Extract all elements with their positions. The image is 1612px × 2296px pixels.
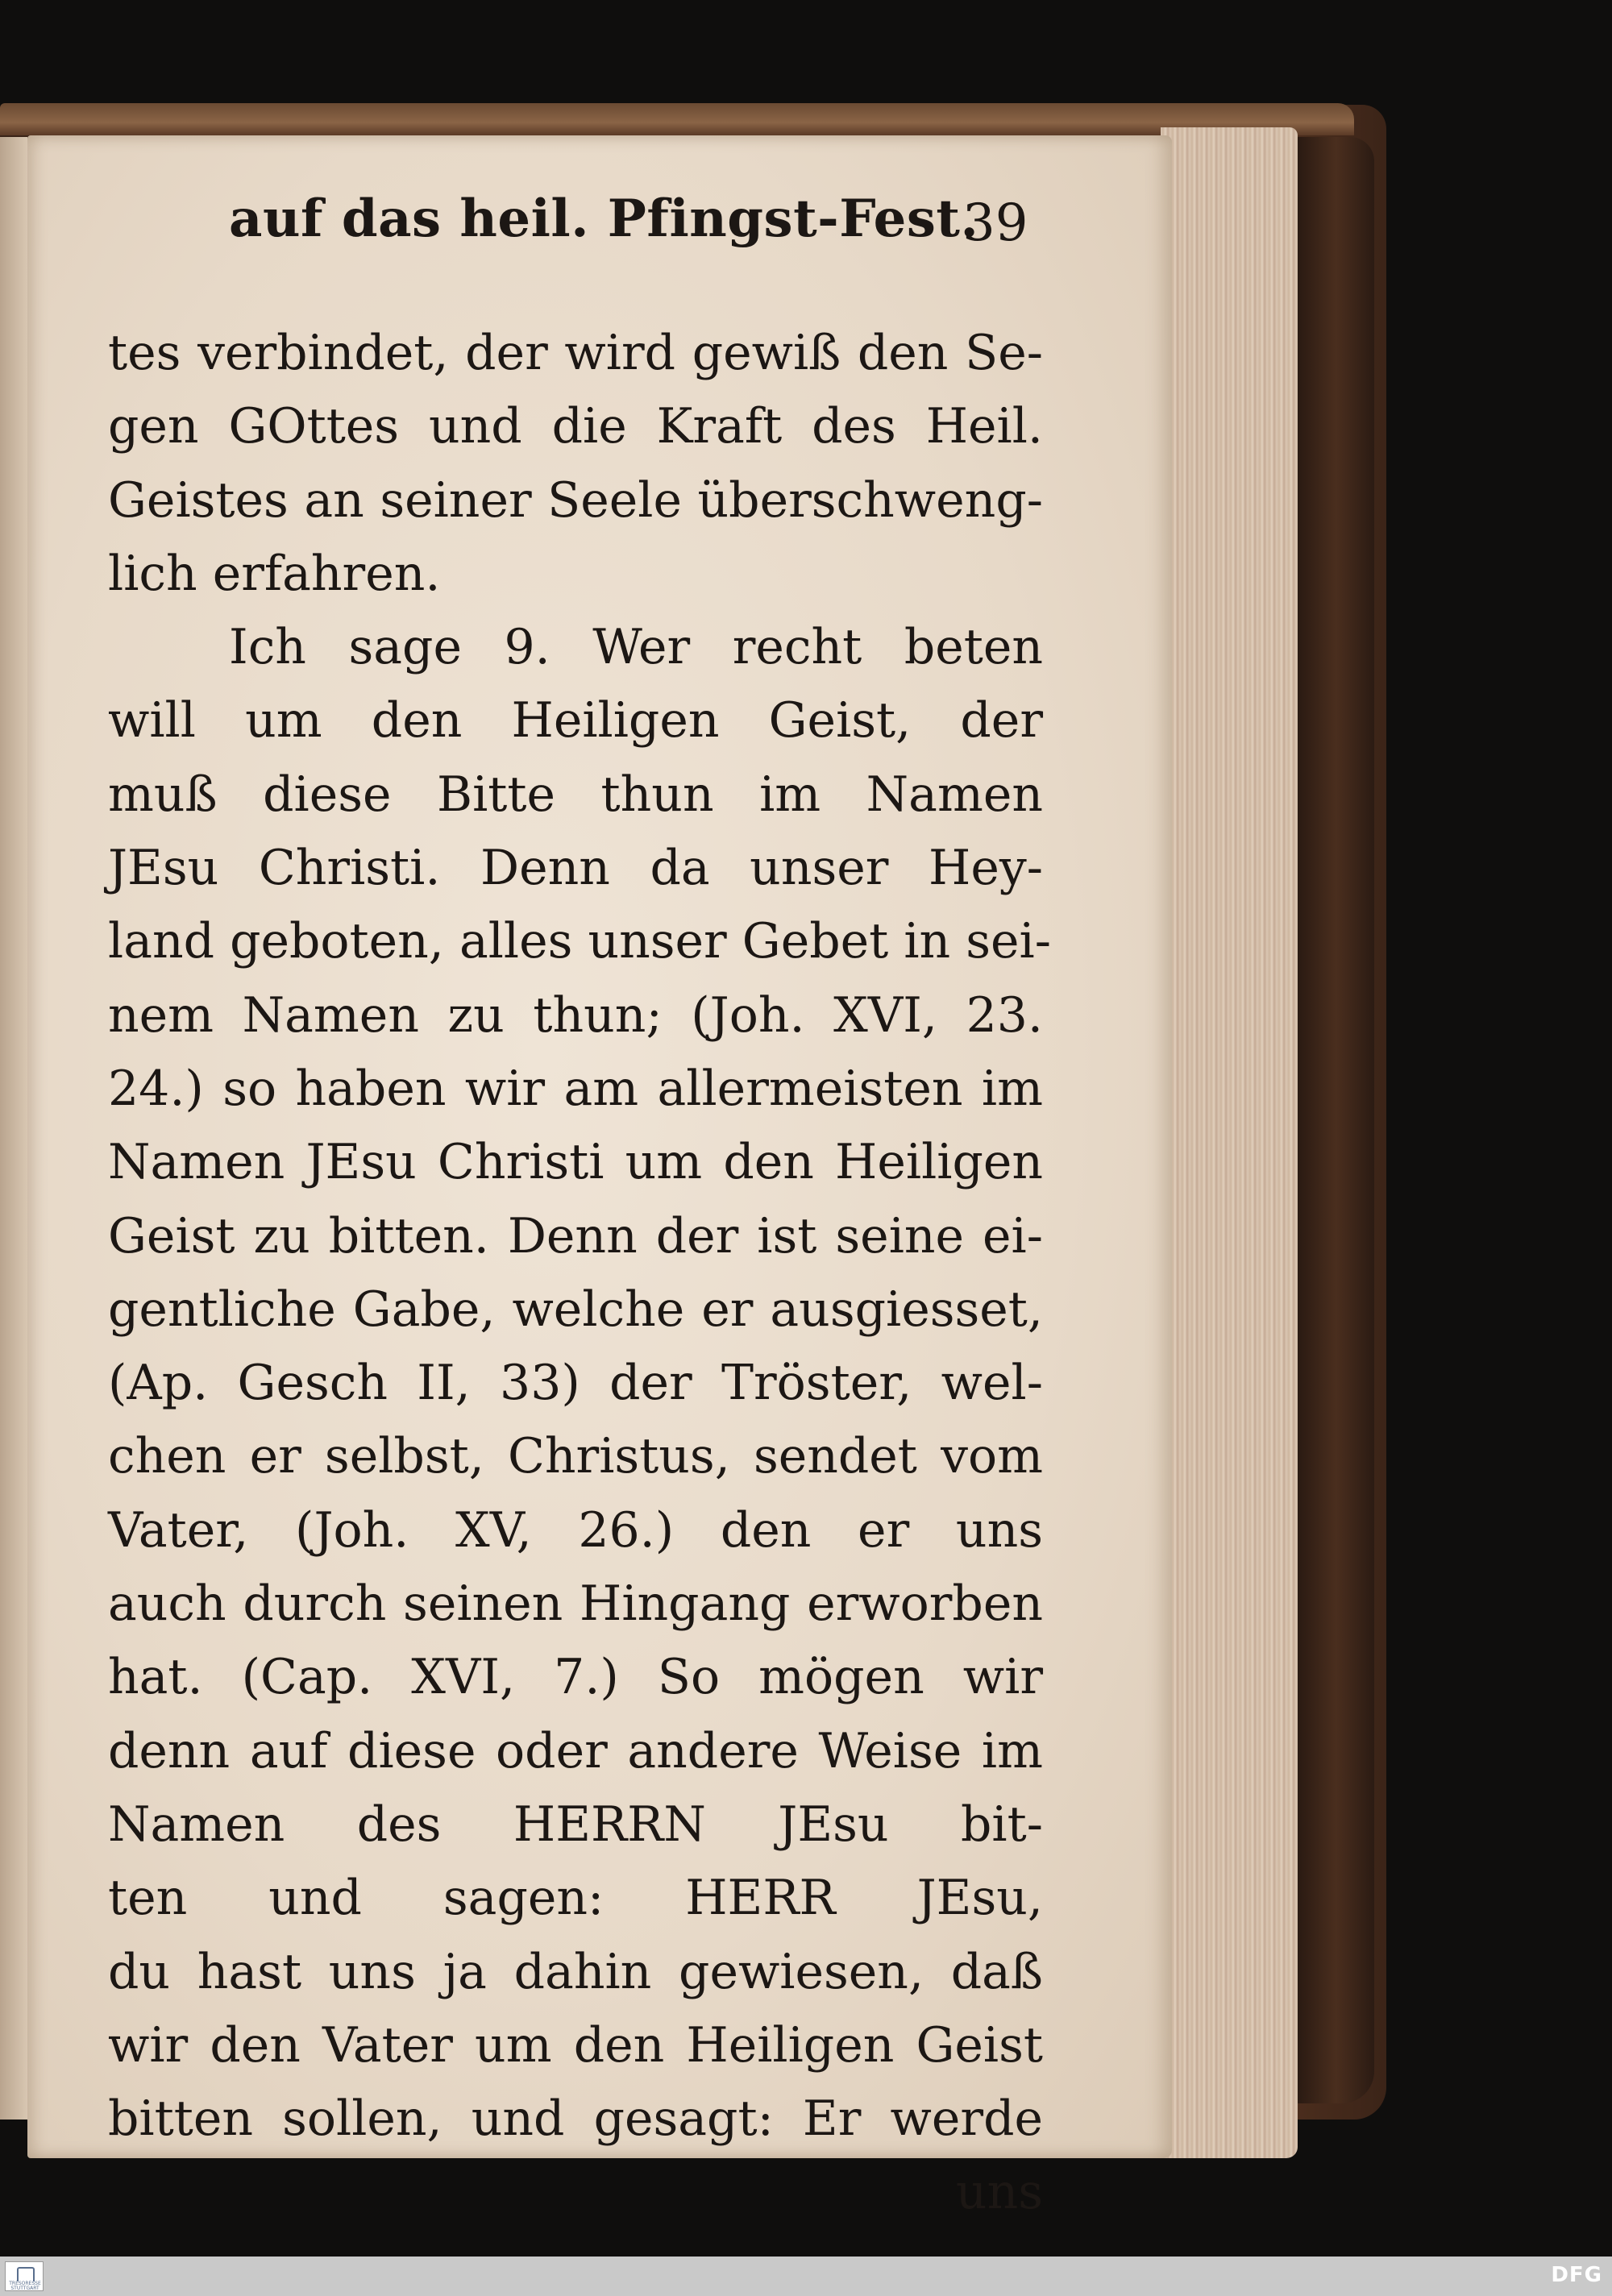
catchword: uns: [955, 2164, 1043, 2221]
text-line: 24.) so haben wir am allermeisten im: [108, 1060, 1043, 1117]
text-line: Vater, (Joh. XV, 26.) den er uns: [108, 1501, 1043, 1559]
text-line: Ich sage 9. Wer recht beten: [229, 619, 1043, 676]
footer-bar: [0, 2257, 1612, 2296]
text-line: auch durch seinen Hingang erworben: [108, 1576, 1043, 1633]
text-line: gen GOttes und die Kraft des Heil.: [108, 398, 1043, 455]
running-head: auf das heil. Pfingst-Fest.: [229, 189, 979, 249]
library-logo-text: TRESORESSE STUTTGART: [9, 2281, 41, 2291]
dfg-logo: DFG: [1551, 2263, 1602, 2287]
text-line: Namen des HERRN JEsu bit-: [108, 1796, 1043, 1853]
page-number: 39: [962, 193, 1028, 253]
text-line: du hast uns ja dahin gewiesen, daß: [108, 1943, 1043, 2000]
text-line: nem Namen zu thun; (Joh. XVI, 23.: [108, 986, 1043, 1044]
text-line: will um den Heiligen Geist, der: [108, 692, 1043, 749]
text-line: land geboten, alles unser Gebet in sei-: [108, 913, 1051, 970]
left-page-edge: [0, 137, 27, 2120]
text-line: Geistes an seiner Seele überschweng-: [108, 471, 1043, 529]
library-building-icon: [17, 2267, 35, 2281]
text-line: (Ap. Gesch II, 33) der Tröster, wel-: [108, 1355, 1043, 1412]
text-line: denn auf diese oder andere Weise im: [108, 1722, 1043, 1779]
text-line: lich erfahren.: [108, 545, 441, 602]
text-line: bitten sollen, und gesagt: Er werde: [108, 2090, 1043, 2148]
page-body-text: [108, 317, 1051, 2230]
text-line: muß diese Bitte thun im Namen: [108, 766, 1043, 823]
book-cover-top-edge: [0, 103, 1354, 135]
text-line: JEsu Christi. Denn da unser Hey-: [108, 840, 1043, 897]
book-page: [27, 135, 1172, 2221]
text-line: gentliche Gabe, welche er ausgiesset,: [108, 1281, 1043, 1338]
text-line: hat. (Cap. XVI, 7.) So mögen wir: [108, 1649, 1043, 1706]
text-line: tes verbindet, der wird gewiß den Se-: [108, 325, 1043, 381]
book-back-board: [1298, 137, 1374, 2103]
text-line: chen er selbst, Christus, sendet vom: [108, 1428, 1043, 1485]
text-line: Namen JEsu Christi um den Heiligen: [108, 1134, 1043, 1191]
text-line: ten und sagen: HERR JEsu,: [108, 1870, 1043, 1927]
text-line: Geist zu bitten. Denn der ist seine ei-: [108, 1207, 1043, 1264]
page-edges: [1161, 127, 1298, 2158]
text-line: wir den Vater um den Heiligen Geist: [108, 2016, 1043, 2074]
library-logo: [5, 2261, 44, 2291]
